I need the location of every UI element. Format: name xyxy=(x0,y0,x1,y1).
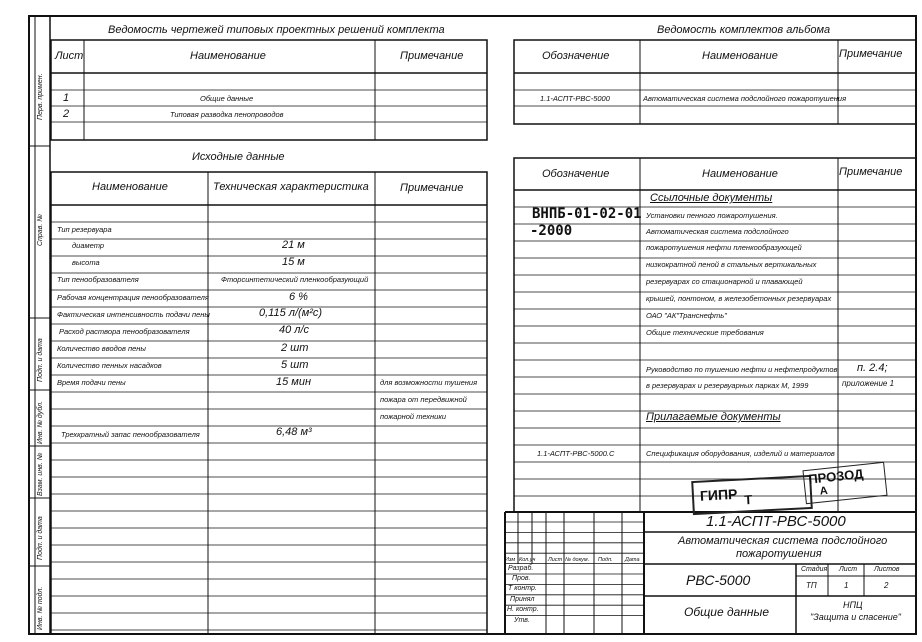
tb-col-podp: Подп. xyxy=(598,557,613,563)
tb-sheet: 1 xyxy=(844,581,849,590)
stamp-text-t: Т xyxy=(743,492,753,508)
initial-col-char: Техническая характеристика xyxy=(213,181,369,193)
title-object: РВС-5000 xyxy=(686,572,751,588)
approval-stamp xyxy=(691,475,813,515)
tb-col-doc: № докум. xyxy=(565,557,590,563)
init-val-intensity: 0,115 л/(м²с) xyxy=(259,307,323,319)
album-col-note: Примечание xyxy=(839,48,903,60)
init-val-flow: 40 л/с xyxy=(279,324,310,336)
strip-inv-podl: Инв. № подл. xyxy=(37,586,44,630)
ref-line-8: Общие технические требования xyxy=(646,328,764,337)
handwritten-vnpb: ВНПБ-01-02-01 xyxy=(532,206,642,222)
album-row-name: Автоматическая система подслойного пожаротушения xyxy=(643,94,847,103)
tb-col-kol: Кол.уч xyxy=(519,557,536,563)
init-name-inputs: Количество вводов пены xyxy=(57,344,146,353)
tb-role-utv: Утв. xyxy=(514,617,530,624)
handwritten-2000: -2000 xyxy=(530,223,573,239)
drawings-row-1-sheet: 1 xyxy=(63,92,70,104)
tb-role-t-kontr: Т контр. xyxy=(508,585,537,592)
drawings-title: Ведомость чертежей типовых проектных решений комплекта xyxy=(108,24,445,36)
drawings-col-name: Наименование xyxy=(190,50,266,62)
init-note-line-3: пожарной техники xyxy=(380,412,447,421)
attached-name: Спецификация оборудования, изделий и материалов xyxy=(646,449,835,458)
tb-col-data: Дата xyxy=(625,557,640,563)
stamp-text-a: А xyxy=(819,484,829,498)
refs-header-attached: Прилагаемые документы xyxy=(646,411,781,423)
init-name-time: Время подачи пены xyxy=(57,378,126,387)
strip-vzam-inv: Взам. инв. № xyxy=(37,452,44,496)
drawings-col-note: Примечание xyxy=(400,50,464,62)
drawings-row-2-name: Типовая разводка пенопроводов xyxy=(170,110,284,119)
init-name-height: высота xyxy=(72,258,100,267)
init-val-diameter: 21 м xyxy=(282,239,305,251)
initial-col-note: Примечание xyxy=(400,182,464,194)
ref-line-7: ОАО "АК"Транснефть" xyxy=(646,311,727,320)
init-name-intensity: Фактическая интенсивность подачи пены xyxy=(57,310,210,319)
ref-line-2: Автоматическая система подслойного xyxy=(646,227,789,236)
ref-line-6: крышей, понтоном, в железобетонных резервуарах xyxy=(646,294,832,303)
strip-inv-dubl: Инв. № дубл. xyxy=(37,400,44,444)
tb-stage-label: Стадия xyxy=(801,566,828,573)
ref-line-3: пожаротушения нефти пленкообразующей xyxy=(646,243,802,252)
title-designation: 1.1-АСПТ-РВС-5000 xyxy=(706,513,846,530)
init-val-foam-type: Фторсинтетический пленкообразующий xyxy=(221,275,369,284)
init-name-foam-type: Тип пенообразователя xyxy=(57,275,139,284)
tb-role-razrab: Разраб. xyxy=(508,565,534,572)
album-title: Ведомость комплектов альбома xyxy=(657,24,831,36)
title-system-name-1: Автоматическая система подслойного xyxy=(678,535,888,547)
title-system-name-2: пожаротушения xyxy=(736,548,822,560)
tb-stage: ТП xyxy=(806,581,817,590)
tb-col-izm: Изм xyxy=(505,557,516,563)
tb-org-1: НПЦ xyxy=(843,600,863,610)
strip-sprav-no: Справ. № xyxy=(37,214,44,246)
ref-guide-note-1: п. 2.4; xyxy=(857,362,888,374)
init-name-flow: Расход раствора пенообразователя xyxy=(59,327,190,336)
init-name-diameter: диаметр xyxy=(72,241,105,250)
title-sheet-title: Общие данные xyxy=(684,605,769,619)
init-val-time: 15 мин xyxy=(276,376,312,388)
strip-perv-prim: Перв. примен. xyxy=(37,73,44,120)
initial-col-name: Наименование xyxy=(92,181,168,193)
ref-guide-line-1: Руководство по тушению нефти и нефтепродуктов xyxy=(646,365,838,374)
tb-sheet-label: Лист xyxy=(839,566,858,573)
strip-podp-data-1: Подп. и дата xyxy=(37,338,44,382)
refs-col-note: Примечание xyxy=(839,166,903,178)
init-name-tank-type: Тип резервуара xyxy=(57,225,112,234)
init-note-line-1: для возможности тушения xyxy=(380,378,478,387)
ref-line-1: Установки пенного пожаротушения. xyxy=(646,211,778,220)
album-col-designation: Обозначение xyxy=(542,50,610,62)
refs-col-name: Наименование xyxy=(702,168,778,180)
tb-role-prinyal: Принял xyxy=(510,596,535,603)
strip-podp-data-2: Подп. и дата xyxy=(37,516,44,560)
init-name-concentration: Рабочая концентрация пенообразователя xyxy=(57,293,209,302)
attached-designation: 1.1-АСПТ-РВС-5000.С xyxy=(537,449,615,458)
init-note-line-2: пожара от передвижной xyxy=(380,395,467,404)
ref-line-4: низкократной пеной в стальных вертикальных xyxy=(646,260,817,269)
tb-sheets: 2 xyxy=(884,581,889,590)
tb-org-2: "Защита и спасение" xyxy=(810,612,901,622)
initial-title: Исходные данные xyxy=(192,151,285,163)
refs-col-designation: Обозначение xyxy=(542,168,610,180)
album-row-designation: 1.1-АСПТ-РВС-5000 xyxy=(540,94,610,103)
drawings-row-2-sheet: 2 xyxy=(63,108,70,120)
tb-col-list: Лист xyxy=(548,557,563,563)
init-val-nozzles: 5 шт xyxy=(281,359,309,371)
tb-sheets-label: Листов xyxy=(874,566,900,573)
init-val-inputs: 2 шт xyxy=(281,342,309,354)
tb-role-prov: Пров. xyxy=(512,575,531,582)
stamp-text-prozod: ПРОЗОД xyxy=(807,466,865,487)
init-val-reserve: 6,48 м³ xyxy=(276,426,312,438)
init-name-reserve: Трехкратный запас пенообразователя xyxy=(61,430,200,439)
tb-role-n-kontr: Н. контр. xyxy=(507,606,539,613)
album-col-name: Наименование xyxy=(702,50,778,62)
init-val-height: 15 м xyxy=(282,256,305,268)
ref-guide-note-2: приложение 1 xyxy=(842,379,895,388)
refs-header-linked: Ссылочные документы xyxy=(650,192,773,204)
drawings-row-1-name: Общие данные xyxy=(200,94,254,103)
ref-line-5: резервуарах со стационарной и плавающей xyxy=(646,277,803,286)
init-val-concentration: 6 % xyxy=(289,291,308,303)
stamp-text-gipr: ГИПР xyxy=(699,485,738,504)
drawings-col-sheet: Лист xyxy=(55,50,84,62)
init-name-nozzles: Количество пенных насадков xyxy=(57,361,162,370)
ref-guide-line-2: в резервуарах и резервуарных парках М, 1999 xyxy=(646,381,809,390)
